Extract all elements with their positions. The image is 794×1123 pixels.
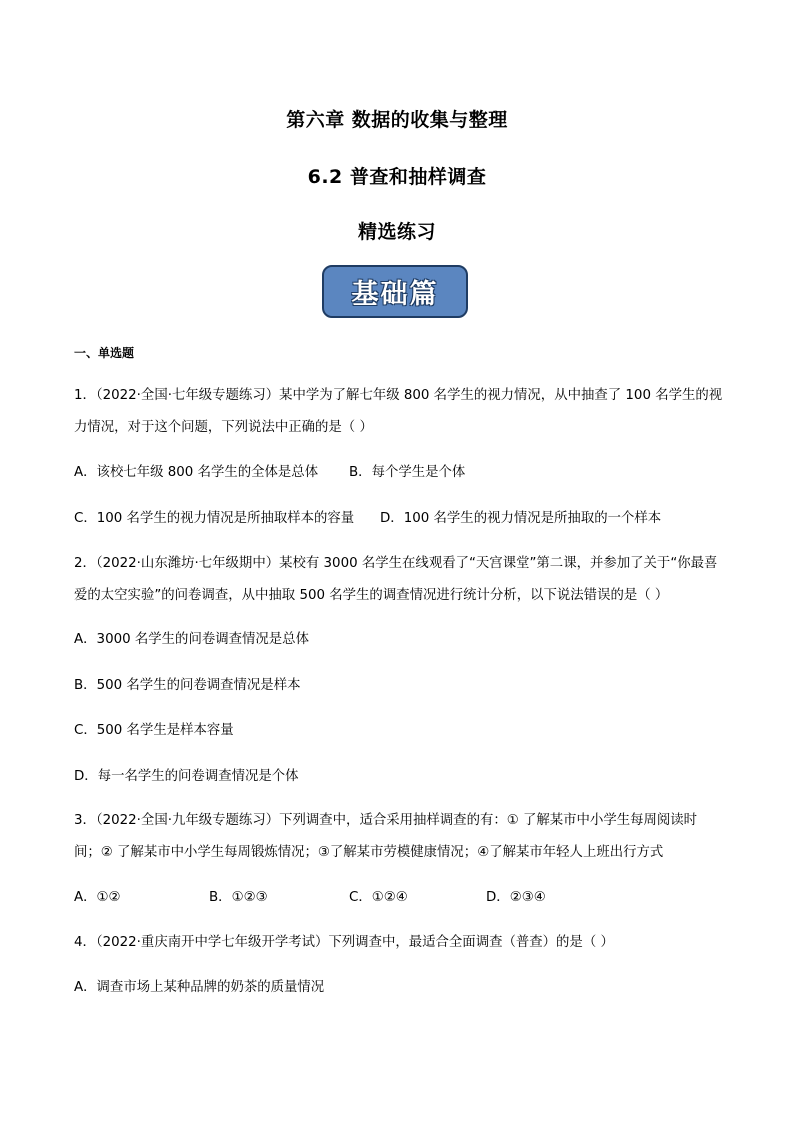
question-1-option-a: A．该校七年级 800 名学生的全体是总体 [74,465,319,480]
question-2-line-2: 爱的太空实验”的问卷调查，从中抽取 500 名学生的调查情况进行统计分析，以下说法错误的是（ ） [74,588,669,603]
question-3-line-1: 3．（2022·全国·九年级专题练习）下列调查中，适合采用抽样调查的有：① 了解某市中小学生每周阅读时 [74,813,698,828]
part-heading: 一、单选题 [74,346,135,360]
level-badge-label: 基础篇 [351,279,439,310]
question-1-line-2: 力情况，对于这个问题，下列说法中正确的是（ ） [74,420,373,435]
practice-subtitle: 精选练习 [357,221,436,243]
question-2-option-c: C．500 名学生是样本容量 [74,723,234,738]
question-4-line-1: 4．（2022·重庆南开中学七年级开学考试）下列调查中，最适合全面调查（普查）的是（ ） [74,935,614,950]
question-2-option-b: B．500 名学生的问卷调查情况是样本 [74,678,301,693]
question-1-option-b: B．每个学生是个体 [349,465,466,480]
question-3-option-b: B．①②③ [209,890,268,905]
question-1-option-d: D．100 名学生的视力情况是所抽取的一个样本 [380,511,662,526]
section-title: 6.2 普查和抽样调查 [307,166,487,188]
question-3-option-d: D．②③④ [486,890,546,905]
question-3-line-2: 间；② 了解某市中小学生每周锻炼情况；③了解某市劳模健康情况；④了解某市年轻人上班出行方式 [74,845,664,860]
question-4-option-a: A．调查市场上某种品牌的奶茶的质量情况 [74,980,325,995]
chapter-title: 第六章 数据的收集与整理 [286,109,508,131]
question-2-option-a: A．3000 名学生的问卷调查情况是总体 [74,632,309,647]
question-3-option-c: C．①②④ [349,890,408,905]
level-badge [322,265,468,318]
question-1-option-c: C．100 名学生的视力情况是所抽取样本的容量 [74,511,355,526]
question-2-line-1: 2．（2022·山东潍坊·七年级期中）某校有 3000 名学生在线观看了“天宫课堂”第二课，并参加了关于“你最喜 [74,556,718,571]
question-1-line-1: 1．（2022·全国·七年级专题练习）某中学为了解七年级 800 名学生的视力情况，从中抽查了 100 名学生的视 [74,388,723,403]
question-2-option-d: D．每一名学生的问卷调查情况是个体 [74,769,299,784]
question-3-option-a: A．①② [74,890,121,905]
